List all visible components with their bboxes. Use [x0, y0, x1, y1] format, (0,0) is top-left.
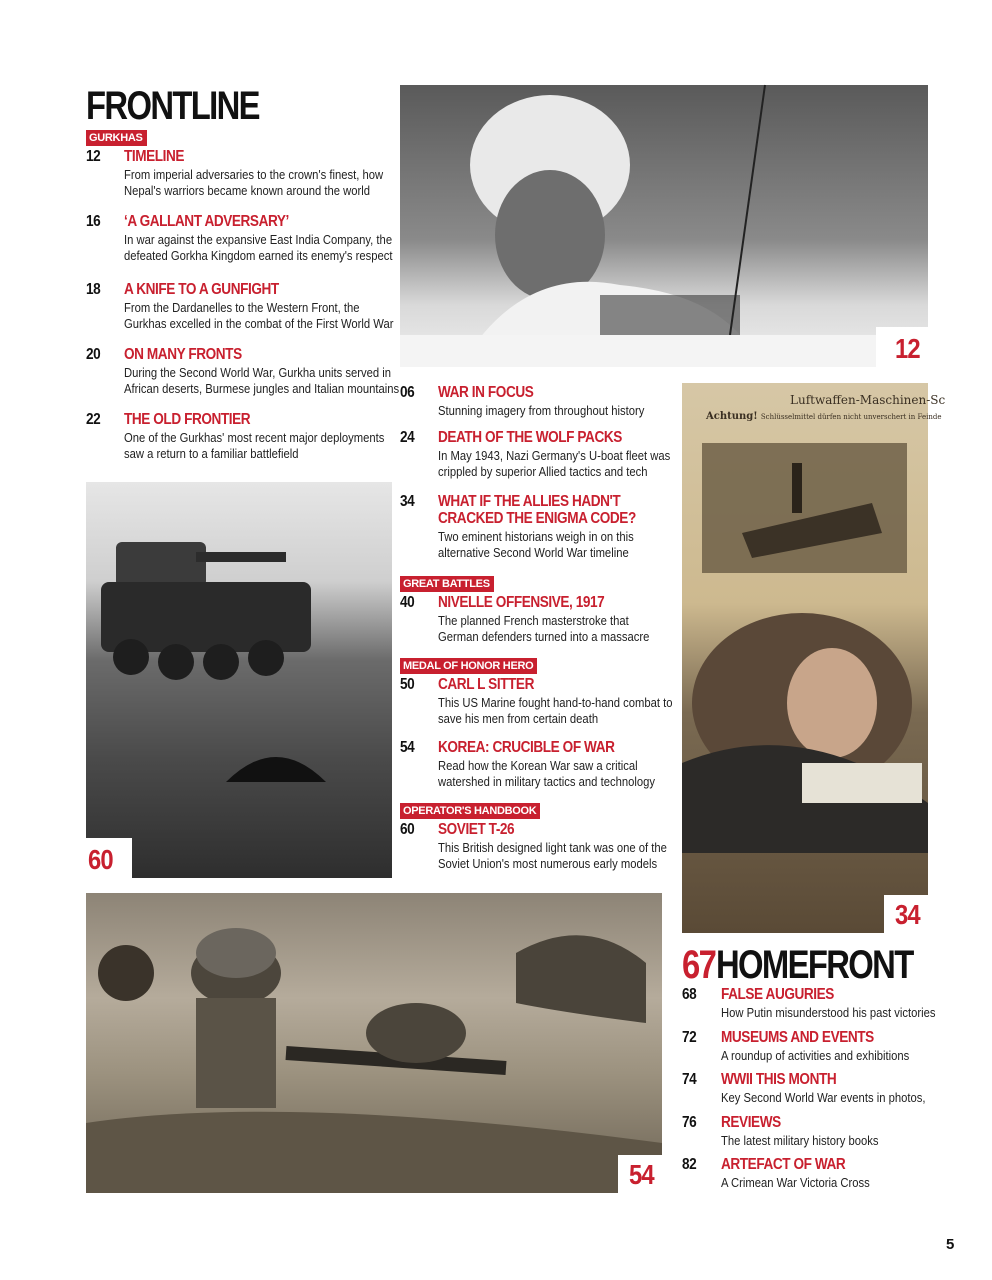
- entry-desc: This British designed light tank was one of the Soviet Union's most numerous early models: [438, 841, 667, 871]
- entry-title[interactable]: THE OLD FRONTIER: [124, 411, 251, 428]
- entry-desc: Stunning imagery from throughout history: [438, 404, 645, 418]
- great-battles-tag-wrap: [400, 574, 494, 592]
- entry-page: 54: [400, 739, 415, 756]
- entry-page: 40: [400, 594, 415, 611]
- enigma-warning-word: Achtung!: [706, 411, 758, 422]
- entry-title[interactable]: WWII THIS MONTH: [721, 1071, 837, 1088]
- entry-desc: A Crimean War Victoria Cross: [721, 1176, 870, 1190]
- entry-page: 76: [682, 1114, 697, 1131]
- entry-page: 74: [682, 1071, 697, 1088]
- entry-title[interactable]: CARL L SITTER: [438, 676, 534, 693]
- homefront-page: 67: [682, 943, 716, 987]
- homefront-heading: [682, 943, 913, 987]
- medal-of-honor-tag: MEDAL OF HONOR HERO: [400, 658, 537, 674]
- photo-page-number: 34: [894, 899, 920, 930]
- entry-desc: In war against the expansive East India Company, the defeated Gorkha Kingdom earned its enemy's respect: [124, 233, 393, 263]
- entry-title[interactable]: REVIEWS: [721, 1114, 781, 1131]
- entry-page: 24: [400, 429, 415, 446]
- korea-photo[interactable]: [86, 893, 662, 1193]
- korea-illustration: [86, 893, 662, 1193]
- frontline-tag: [86, 128, 147, 146]
- entry-title[interactable]: ARTEFACT OF WAR: [721, 1156, 846, 1173]
- entry-desc: The latest military history books: [721, 1134, 879, 1148]
- photo-page-number: 60: [88, 844, 113, 875]
- entry-page: 12: [86, 148, 101, 165]
- entry-desc: From the Dardanelles to the Western Front, the Gurkhas excelled in the combat of the First World War: [124, 301, 394, 331]
- homefront-title: HOMEFRONT: [716, 943, 913, 987]
- entry-title[interactable]: MUSEUMS AND EVENTS: [721, 1029, 874, 1046]
- entry-title[interactable]: DEATH OF THE WOLF PACKS: [438, 429, 622, 446]
- soldier-photo[interactable]: [400, 85, 928, 367]
- entry-title[interactable]: NIVELLE OFFENSIVE, 1917: [438, 594, 605, 611]
- photo-page-number: 54: [628, 1159, 654, 1190]
- medal-tag-wrap: [400, 656, 537, 674]
- entry-page: 60: [400, 821, 415, 838]
- entry-page: 06: [400, 384, 415, 401]
- entry-desc: From imperial adversaries to the crown's finest, how Nepal's warriors became known around the world: [124, 168, 384, 198]
- entry-title[interactable]: WHAT IF THE ALLIES HADN'T CRACKED THE ENIGMA CODE?: [438, 493, 636, 527]
- entry-title[interactable]: KOREA: CRUCIBLE OF WAR: [438, 739, 615, 756]
- entry-title[interactable]: WAR IN FOCUS: [438, 384, 534, 401]
- page-number: 5: [946, 1236, 955, 1253]
- entry-page: 16: [86, 213, 101, 230]
- entry-title[interactable]: SOVIET T-26: [438, 821, 515, 838]
- operator-tag-wrap: [400, 801, 540, 819]
- entry-page: 82: [682, 1156, 697, 1173]
- entry-title[interactable]: TIMELINE: [124, 148, 185, 165]
- great-battles-tag: GREAT BATTLES: [400, 576, 494, 592]
- entry-title[interactable]: A KNIFE TO A GUNFIGHT: [124, 281, 279, 298]
- operators-handbook-tag: OPERATOR'S HANDBOOK: [400, 803, 540, 819]
- enigma-warning-label: [706, 411, 942, 422]
- entry-desc: Key Second World War events in photos,: [721, 1091, 926, 1105]
- entry-desc: The planned French masterstroke that German defenders turned into a massacre: [438, 614, 650, 644]
- gurkhas-tag: GURKHAS: [86, 130, 147, 146]
- entry-page: 18: [86, 281, 101, 298]
- entry-title[interactable]: ‘A GALLANT ADVERSARY’: [124, 213, 289, 230]
- entry-page: 20: [86, 346, 101, 363]
- enigma-header-text: Luftwaffen-Maschinen-Sc: [790, 393, 946, 407]
- enigma-photo[interactable]: [682, 383, 946, 933]
- entry-desc: A roundup of activities and exhibitions: [721, 1049, 910, 1063]
- soldier-illustration: [400, 85, 928, 367]
- entry-page: 34: [400, 493, 415, 510]
- entry-page: 72: [682, 1029, 697, 1046]
- tank-illustration: [86, 482, 392, 878]
- photo-page-number: 12: [894, 333, 920, 364]
- entry-title[interactable]: FALSE AUGURIES: [721, 986, 834, 1003]
- entry-desc: Read how the Korean War saw a critical watershed in military tactics and technology: [438, 759, 655, 789]
- entry-desc: This US Marine fought hand-to-hand combat to save his men from certain death: [438, 696, 673, 726]
- entry-page: 50: [400, 676, 415, 693]
- entry-page: 22: [86, 411, 101, 428]
- enigma-illustration: [682, 383, 928, 933]
- entry-desc: In May 1943, Nazi Germany's U-boat fleet was crippled by superior Allied tactics and tech: [438, 449, 671, 479]
- entry-desc: Two eminent historians weigh in on this alternative Second World War timeline: [438, 530, 634, 560]
- enigma-warning-text: Schlüsselmittel dürfen nicht unverschert in Feinde: [760, 413, 942, 421]
- tank-photo[interactable]: [86, 482, 392, 878]
- entry-desc: How Putin misunderstood his past victories: [721, 1006, 936, 1020]
- entry-desc: One of the Gurkhas' most recent major deployments saw a return to a familiar battlefield: [124, 431, 385, 461]
- entry-page: 68: [682, 986, 697, 1003]
- entry-title[interactable]: ON MANY FRONTS: [124, 346, 242, 363]
- frontline-heading: FRONTLINE: [86, 84, 259, 128]
- entry-desc: During the Second World War, Gurkha units served in African deserts, Burmese jungles and Italian mountains: [124, 366, 400, 396]
